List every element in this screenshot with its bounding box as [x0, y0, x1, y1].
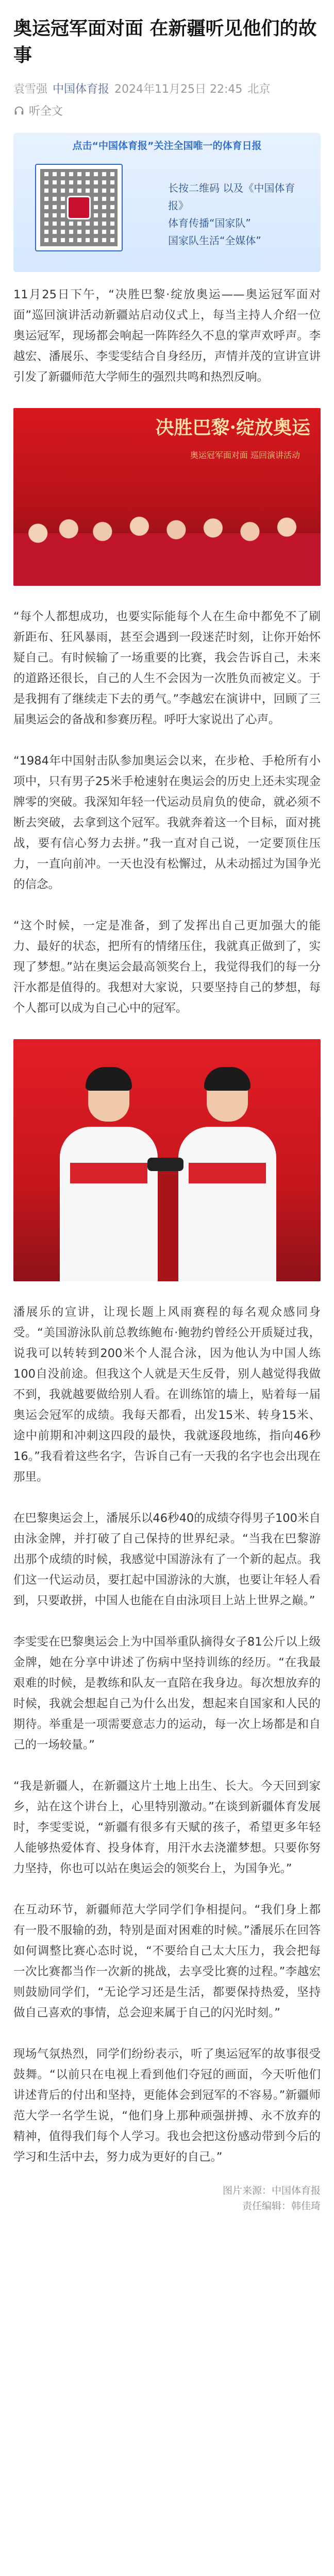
speaker-left [60, 1070, 158, 1281]
follow-line-3: 国家队生活“全媒体” [168, 234, 261, 247]
paragraph: 潘展乐的宣讲，让现长题上风雨赛程的每名观众感同身受。“美国游泳队前总教练鲍布·鲍勃约曾经公开质疑过我，说我可以转转到200米个人混合泳，因为他认为中国人练100自没前途。但我这个人就是天生反骨，别人越觉得我做不到，我就越要做给别人看。在训练馆的墙上，贴着每一届奥运会冠军的成绩。我每天都看，出发15米、转身15米、途中前期和冲刺这四段的最快，我就逐段地练，指向46秒16。”我看着这些名字，告诉自己有一天我的名字也会出现在那里。 [13, 1306, 321, 1484]
article-meta [13, 80, 321, 96]
paragraph: 在互动环节，新疆师范大学同学们争相提问。“我们身上都有一股不服输的劲，特别是面对困难的时候。”潘展乐在回答如何调整比赛心态时说，“不要给自己太大压力，我会把每一次比赛都当作一次新的挑战，去享受比赛的过程。”李越宏则鼓励同学们，“无论学习还是生活，都要保持热爱，坚持做自己喜欢的事情，总会迎来属于自己的闪光时刻。” [13, 1903, 321, 2020]
follow-banner-text [168, 179, 307, 249]
follow-banner[interactable] [13, 133, 321, 272]
listen-button[interactable] [13, 103, 321, 118]
paragraph: “1984年中国射击队参加奥运会以来，在步枪、手枪所有小项中，只有男子25米手枪速射在奥运会的历史上还未实现金牌零的突破。我深知年轻一代运动员肩负的使命，就必须不断去突破，去拿到这个冠军。我就奔着这一个目标，面对挑战，要有信心努力去拼。”我一直对自己说，一定要顶住压力，一直向前冲。一天也没有松懈过，从未动摇过为国争光的信念。 [13, 754, 321, 891]
stage-banner-title: 决胜巴黎·绽放奥运 [155, 417, 310, 438]
account-link[interactable]: 中国体育报 [53, 83, 110, 96]
qr-code[interactable] [35, 164, 123, 251]
event-photo-stage[interactable] [13, 408, 321, 586]
stage-banner-subtitle: 奥运冠军面对面 巡回演讲活动 [190, 450, 300, 460]
athletes-group [13, 498, 321, 586]
image-source: 图片来源：中国体育报 [222, 2185, 321, 2196]
paragraph: “每个人都想成功，也要实际能每个人在生命中都免不了刷新距布、狂风暴雨，甚至会遇到一段迷茫时刻，让你开始怀疑自己。有时候输了一场重要的比赛，我会告诉自己，未来的道路还很长，自己的人生不会因为一次胜负而被定义。于是我拥有了继续走下去的勇气。”李越宏在演讲中，回顾了三届奥运会的备战和参赛历程。呼吁大家说出了心声。 [13, 610, 321, 726]
article-title: 奥运冠军面对面 在新疆听见他们的故事 [13, 18, 317, 66]
paragraph: 李雯雯在巴黎奥运会上为中国举重队摘得女子81公斤以上级金牌，她在分享中讲述了伤病中坚持训练的经历。“在我最艰难的时候，是教练和队友一直陪在我身边。每次想放弃的时候，我就会想起自己为什么出发，想起来自国家和人民的期待。举重是一项需要意志力的运动，每一次上场都是和自己的一场较量。” [13, 1635, 321, 1752]
follow-line-2: 体育传播“国家队” [168, 217, 251, 229]
headphone-icon [13, 105, 25, 116]
paragraph: “这个时候，一定是准备，到了发挥出自己更加强大的能力、最好的状态，把所有的情绪压住，我就真正做到了，实现了梦想。”站在奥运会最高领奖台上，我觉得我们的每一分汗水都是值得的。我想对大家说，只要坚持自己的梦想，每个人都可以成为自己心中的冠军。 [13, 919, 321, 1015]
article-body [13, 284, 321, 2167]
follow-banner-headline: 点击“中国体育报”关注全国唯一的体育日报 [72, 140, 262, 151]
paragraph: 在巴黎奥运会上，潘展乐以46秒40的成绩夺得男子100米自由泳金牌，并打破了自己保持的世界纪录。“当我在巴黎游出那个成绩的时候，我感觉中国游泳有了一个新的起点。我们这一代运动员，要扛起中国游泳的大旗，也要让年轻人看到，只要敢拼，中国人也能在自由泳项目上站上世界之巅。” [13, 1512, 321, 1607]
listen-label: 听全文 [29, 105, 63, 118]
publish-location: 北京 [247, 83, 271, 96]
event-photo-speakers[interactable] [13, 1039, 321, 1281]
author-name: 袁雪强 [13, 83, 48, 96]
speaker-right [178, 1070, 276, 1281]
qr-logo-icon [67, 196, 91, 219]
paragraph: 现场气氛热烈，同学们纷纷表示，听了奥运冠军的故事很受鼓舞。“以前只在电视上看到他们夺冠的画面，今天听他们讲述背后的付出和坚持，更能体会到冠军的不容易。”新疆师范大学一名学生说，“他们身上那种顽强拼搏、永不放弃的精神，值得我们每个人学习。我也会把这份感动带到今后的学习和生活中去，努力成为更好的自己。” [13, 2047, 321, 2164]
article-credit [13, 2183, 321, 2214]
paragraph: 11月25日下午，“决胜巴黎·绽放奥运——奥运冠军面对面”巡回演讲活动新疆站启动仪式上，每当主持人介绍一位奥运冠军，现场都会响起一阵阵经久不息的掌声欢呼声。李越宏、潘展乐、李雯雯结合自身经历，声情并茂的宣讲宣讲引发了新疆师范大学师生的强烈共鸣和热烈反响。 [13, 288, 321, 384]
follow-line-1: 长按二维码 以及《中国体育报》 [168, 182, 295, 212]
editor-credit: 责任编辑：韩佳琦 [242, 2200, 321, 2212]
paragraph: “我是新疆人，在新疆这片土地上出生、长大。今天回到家乡，站在这个讲台上，心里特别激动。”在谈到新疆体育发展时，李雯雯说，“新疆有很多有天赋的孩子，希望更多年轻人能够热爱体育、投身体育，用汗水去浇灌梦想。只要你努力坚持，你也可以站在奥运会的领奖台上，为国争光。” [13, 1780, 321, 1875]
publish-datetime: 2024年11月25日 22:45 [114, 83, 243, 96]
microphone-icon [147, 1158, 183, 1171]
